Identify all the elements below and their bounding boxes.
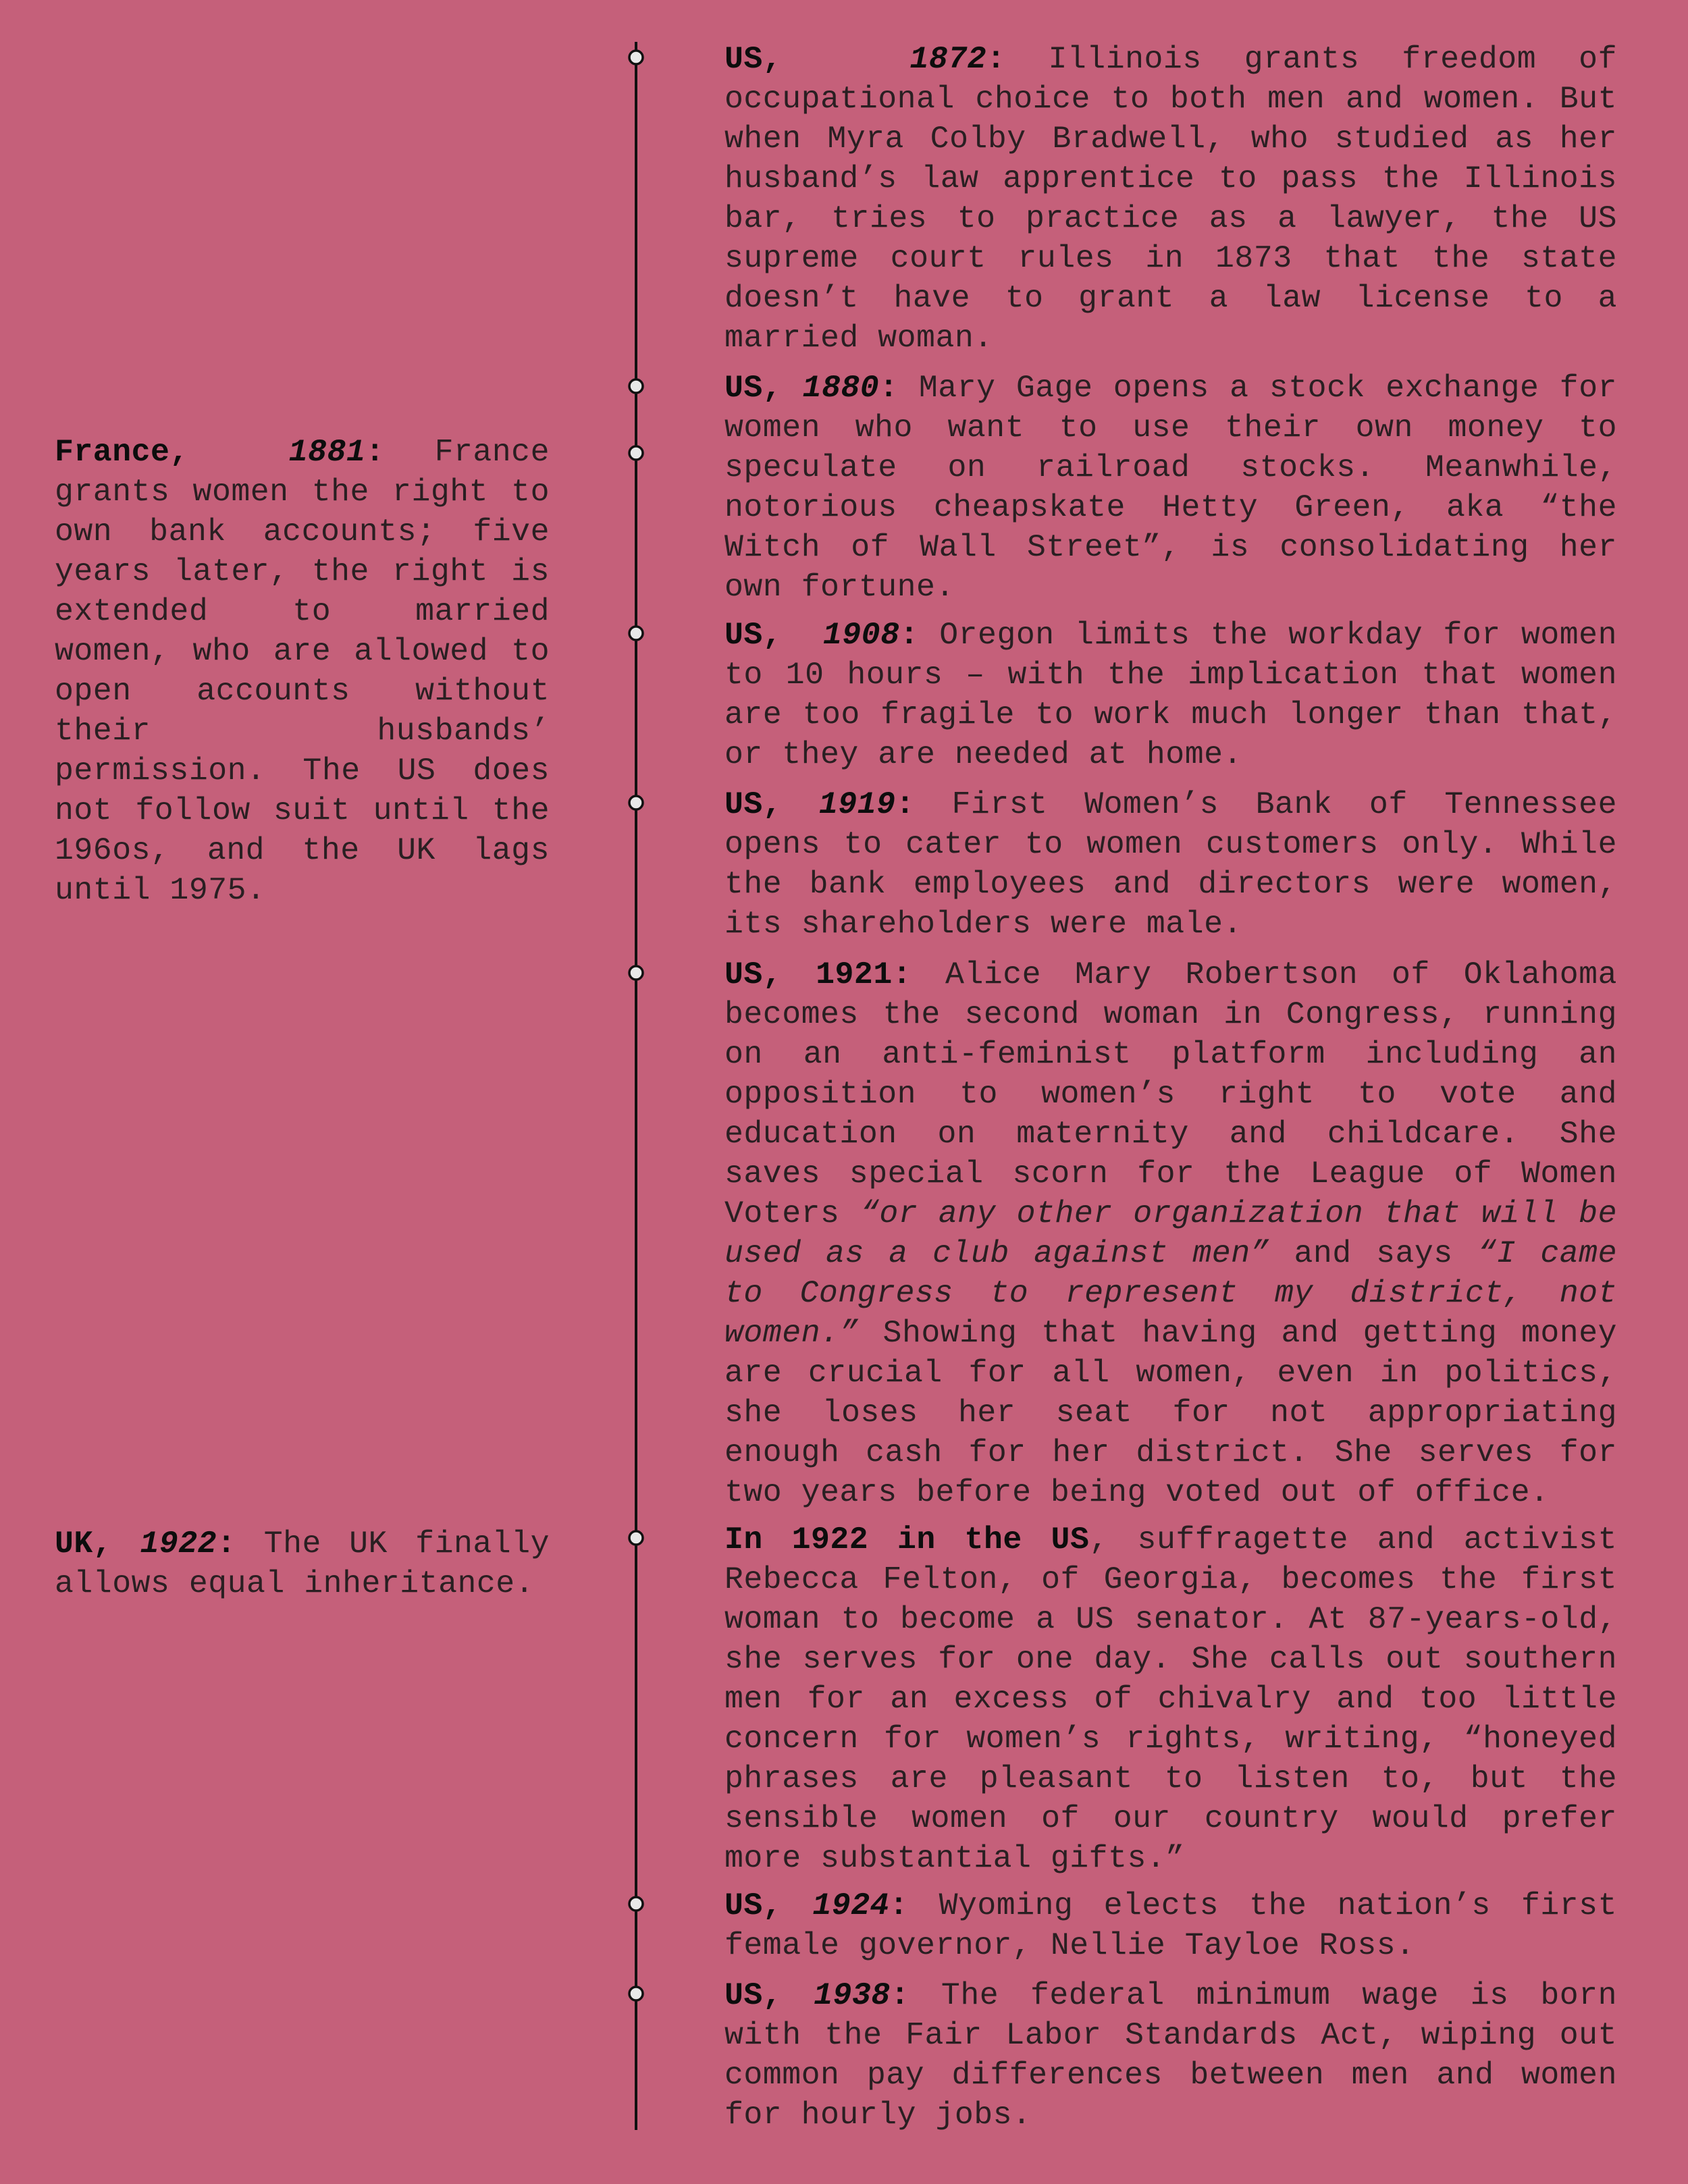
entry-colon: :	[217, 1526, 236, 1562]
entry-us-1922	[724, 1520, 1617, 1878]
entry-year: 1908	[822, 617, 900, 653]
entry-text: First Women’s Bank of Tennessee opens to cater to women customers only. While the bank employees and directors were women, its shareholders were male.	[724, 787, 1617, 942]
entry-uk-1922	[55, 1524, 550, 1603]
entry-colon: :	[890, 1977, 910, 2013]
entry-place: US,	[724, 1888, 783, 1923]
entry-place: US,	[724, 787, 783, 822]
entry-colon: :	[889, 1888, 909, 1923]
timeline-node-1908	[629, 627, 643, 640]
entry-label: US, 1921:	[724, 957, 912, 992]
entry-us-1880	[724, 368, 1617, 607]
entry-place: US,	[724, 617, 783, 653]
entry-place: France,	[55, 434, 189, 470]
entry-place: US,	[724, 370, 783, 406]
timeline-node-1938	[629, 1987, 643, 2000]
entry-colon: :	[899, 617, 919, 653]
entry-text: and says	[1269, 1235, 1478, 1271]
entry-year: 1881	[288, 434, 366, 470]
entry-year: 1880	[802, 370, 880, 406]
entry-text: Wyoming elects the nation’s first female governor, Nellie Tayloe Ross.	[724, 1888, 1617, 1963]
entry-text: The federal minimum wage is born with the Fair Labor Standards Act, wiping out common pay differences between men and women for hourly jobs.	[724, 1977, 1618, 2133]
entry-text: Mary Gage opens a stock exchange for women who want to use their own money to speculate on railroad stocks. Meanwhile, notorious cheapskate Hetty Green, aka “the Witch of Wall Street”, is consolidating her own fortune.	[724, 370, 1617, 605]
entry-quote: “or any other organization that will be used as a club against men”	[724, 1196, 1617, 1271]
timeline-node-1880	[629, 379, 643, 393]
entry-text: Oregon limits the workday for women to 10 hours – with the implication that women are too fragile to work much longer than that, or they are needed at home.	[724, 617, 1617, 772]
timeline-node-1919	[629, 796, 643, 809]
entry-label	[55, 434, 385, 470]
entry-us-1924	[724, 1886, 1617, 1965]
entry-label	[724, 617, 919, 653]
entry-label	[724, 787, 915, 822]
entry-label	[55, 1526, 236, 1562]
entry-us-1938	[724, 1975, 1617, 2135]
entry-label: In 1922 in the US	[724, 1522, 1090, 1557]
entry-label	[724, 41, 1005, 77]
entry-colon: :	[895, 787, 915, 822]
entry-label	[724, 1888, 908, 1923]
timeline-node-1872	[629, 51, 643, 64]
entry-label	[724, 370, 899, 406]
entry-us-1921	[724, 955, 1617, 1512]
entry-text: , suffragette and activist Rebecca Felton, of Georgia, becomes the first woman to become a US senator. At 87-years-old, she serves for one day. She calls out southern men for an excess of chivalry and too little concern for women’s rights, writing, “honeyed phrases are pleasant to listen to, but the sensible women of our country would prefer more substantial gifts.”	[724, 1522, 1617, 1876]
entry-quote: “I came to Congress to represent my district, not women.”	[724, 1235, 1617, 1351]
entry-colon: :	[365, 434, 385, 470]
timeline-node-1921	[629, 966, 643, 980]
entry-france-1881	[55, 432, 550, 910]
entry-text: Illinois grants freedom of occupational choice to both men and women. But when Myra Colby Bradwell, who studied as her husband’s law apprentice to pass the Illinois bar, tries to practice as a lawyer, the US supreme court rules in 1873 that the state doesn’t have to grant a law license to a married woman.	[724, 41, 1617, 356]
entry-label	[724, 1977, 909, 2013]
entry-text: Showing that having and getting money are crucial for all women, even in politics, she loses her seat for not appropriating enough cash for her district. She serves for two years before being voted out of office.	[724, 1315, 1617, 1510]
entry-year: 1924	[812, 1888, 890, 1923]
timeline-node-1881	[629, 446, 643, 460]
entry-place: US,	[724, 1977, 783, 2013]
entry-colon: :	[879, 370, 899, 406]
entry-us-1908	[724, 615, 1617, 774]
entry-place: UK,	[55, 1526, 113, 1562]
timeline-node-1922	[629, 1531, 643, 1545]
entry-text: France grants women the right to own bank accounts; five years later, the right is extended to married women, who are allowed to open accounts without their husbands’ permission. The US does not follow suit until the 196os, and the UK lags until 1975.	[55, 434, 550, 908]
entry-year: 1919	[818, 787, 896, 822]
entry-us-1872	[724, 39, 1617, 358]
entry-us-1919	[724, 784, 1617, 944]
entry-place: US,	[724, 41, 783, 77]
timeline-node-1924	[629, 1897, 643, 1911]
entry-year: 1922	[140, 1526, 217, 1562]
entry-year: 1872	[909, 41, 987, 77]
entry-year: 1938	[814, 1977, 891, 2013]
entry-text: Alice Mary Robertson of Oklahoma becomes the second woman in Congress, running on an anti-feminist platform including an opposition to women’s right to vote and education on maternity and childcare. She saves special scorn for the League of Women Voters	[724, 957, 1617, 1231]
entry-colon: :	[986, 41, 1006, 77]
entry-text: The UK finally allows equal inheritance.	[55, 1526, 550, 1601]
